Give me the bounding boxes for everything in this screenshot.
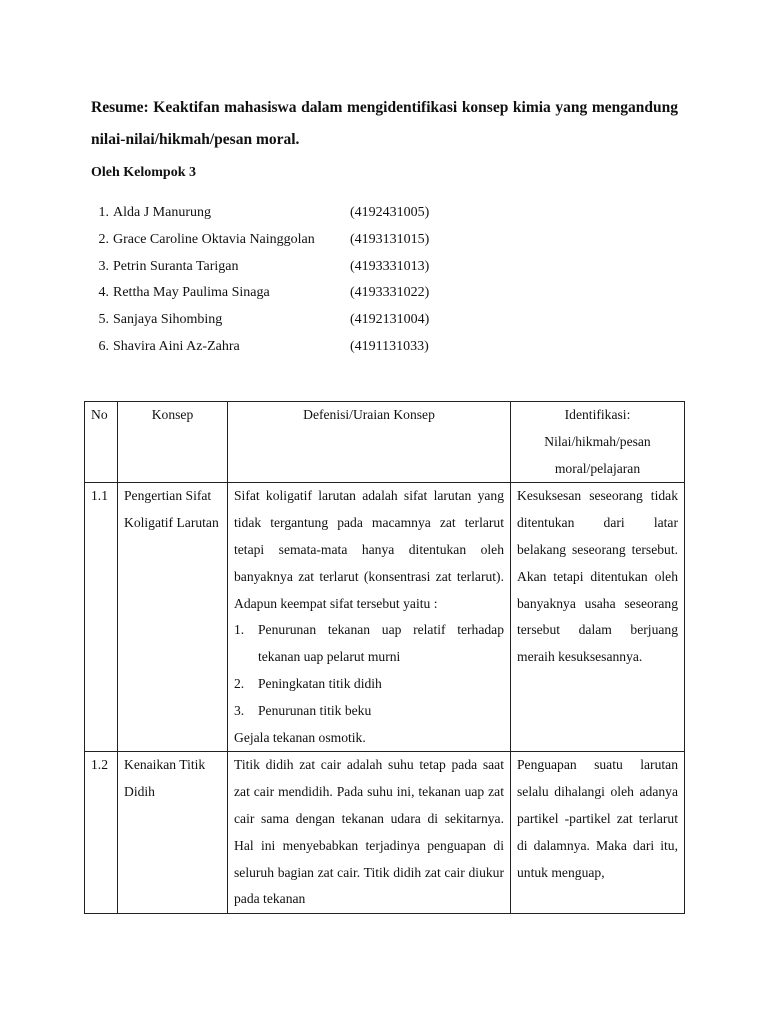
- definition-intro: Sifat koligatif larutan adalah sifat larutan yang tidak tergantung pada macamnya zat terlarut tetapi semata-mata hanya ditentukan oleh banyaknya zat terlarut (konsentrasi zat terlarut). Adapun keempat sifat tersebut yaitu :: [234, 488, 504, 611]
- member-list: [95, 202, 455, 363]
- list-number: 2.: [234, 675, 245, 691]
- header-identifikasi: Identifikasi: Nilai/hikmah/pesan moral/pelajaran: [511, 402, 685, 483]
- header-definisi: Defenisi/Uraian Konsep: [228, 402, 511, 483]
- table-row: [85, 483, 685, 752]
- member-name: Grace Caroline Oktavia Nainggolan: [113, 231, 315, 247]
- row-konsep: Pengertian Sifat Koligatif Larutan: [118, 483, 228, 752]
- member-id: (4192431005): [350, 205, 430, 220]
- member-name: Rettha May Paulima Sinaga: [113, 285, 270, 301]
- member-name: Sanjaya Sihombing: [113, 312, 223, 328]
- list-number: 3.: [234, 702, 245, 718]
- row-identifikasi: Kesuksesan seseorang tidak ditentukan dari latar belakang seseorang tersebut. Akan tetapi ditentukan oleh banyaknya usaha seseorang tersebut dalam berjuang meraih kesuksesannya.: [511, 483, 685, 752]
- member-id: (4193131015): [350, 231, 430, 247]
- list-item: [234, 698, 504, 725]
- definition-outro: Gejala tekanan osmotik.: [234, 729, 366, 745]
- header-konsep: Konsep: [118, 402, 228, 483]
- member-item: [95, 336, 455, 363]
- document-title: Resume: Keaktifan mahasiswa dalam mengidentifikasi konsep kimia yang mengandung nilai-nilai/hikmah/pesan moral.: [91, 99, 678, 148]
- member-item: [95, 309, 455, 336]
- row-number: 1.1: [85, 483, 118, 752]
- member-number: 5.: [98, 312, 109, 328]
- concept-table: [84, 401, 685, 914]
- row-definisi: Titik didih zat cair adalah suhu tetap pada saat zat cair mendidih. Pada suhu ini, tekanan uap zat cair sama dengan tekanan udara di sekitarnya. Hal ini menyebabkan terjadinya penguapan di seluruh bagian zat cair. Titik didih zat cair diukur pada tekanan: [228, 752, 511, 914]
- list-number: 1.: [234, 622, 245, 638]
- member-id: (4193331022): [350, 285, 430, 301]
- member-number: 6.: [98, 338, 109, 354]
- member-id: (4191131033): [350, 338, 429, 354]
- header-no: No: [85, 402, 118, 483]
- member-item: [95, 256, 455, 283]
- member-name: Alda J Manurung: [113, 205, 211, 220]
- member-number: 2.: [98, 231, 109, 247]
- row-definisi: [228, 483, 511, 752]
- row-identifikasi: Penguapan suatu larutan selalu dihalangi oleh adanya partikel -partikel zat terlarut di dalamnya. Maka dari itu, untuk menguap,: [511, 752, 685, 914]
- list-item: [234, 617, 504, 671]
- member-number: 3.: [98, 258, 109, 274]
- list-text: Penurunan tekanan uap relatif terhadap tekanan uap pelarut murni: [258, 622, 504, 665]
- member-number: 1.: [98, 205, 109, 220]
- list-item: [234, 671, 504, 698]
- member-id: (4192131004): [350, 312, 430, 328]
- member-number: 4.: [98, 285, 109, 301]
- table-header-row: [85, 402, 685, 483]
- member-item: [95, 282, 455, 309]
- member-name: Shavira Aini Az-Zahra: [113, 338, 240, 354]
- table-row: [85, 752, 685, 914]
- member-item: [95, 229, 455, 256]
- member-name: Petrin Suranta Tarigan: [113, 258, 239, 274]
- row-number: 1.2: [85, 752, 118, 914]
- member-item: [95, 202, 455, 229]
- group-label: Oleh Kelompok 3: [91, 165, 197, 180]
- row-konsep: Kenaikan Titik Didih: [118, 752, 228, 914]
- list-text: Penurunan titik beku: [258, 702, 372, 718]
- property-list: [234, 617, 504, 724]
- member-id: (4193331013): [350, 258, 430, 274]
- list-text: Peningkatan titik didih: [258, 675, 382, 691]
